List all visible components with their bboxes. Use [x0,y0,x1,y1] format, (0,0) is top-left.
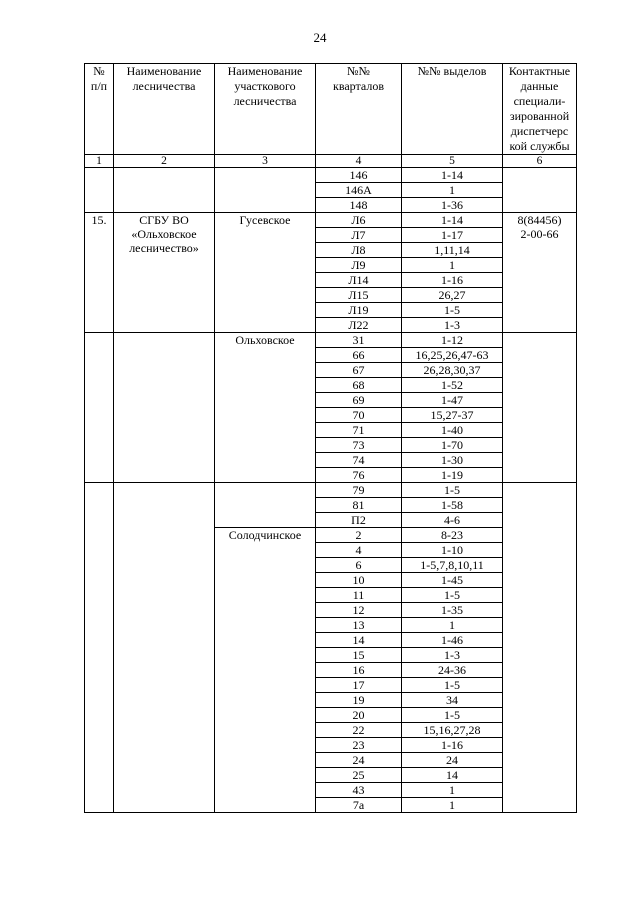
forestry-name-cell [114,483,215,813]
quarter-cell: 22 [316,723,402,738]
allotment-cell: 1,11,14 [402,243,503,258]
quarter-cell: 13 [316,618,402,633]
district-name-cell: Гусевское [215,213,316,333]
quarter-cell: 146 [316,168,402,183]
table-row [85,333,577,348]
allotment-cell: 1-40 [402,423,503,438]
row-number-cell [85,333,114,483]
quarter-cell: 67 [316,363,402,378]
allotment-cell: 1-5 [402,678,503,693]
header-cell: № п/п [85,64,114,155]
allotment-cell: 1-35 [402,603,503,618]
table-body [85,168,577,813]
quarter-cell: 73 [316,438,402,453]
quarter-cell: 148 [316,198,402,213]
table-row [85,168,577,183]
allotment-cell: 1-45 [402,573,503,588]
column-number-cell: 2 [114,155,215,168]
district-name-cell [215,168,316,213]
quarter-cell: 76 [316,468,402,483]
allotment-cell: 1-5 [402,708,503,723]
allotment-cell: 1-16 [402,273,503,288]
allotment-cell: 4-6 [402,513,503,528]
quarter-cell: 71 [316,423,402,438]
quarter-cell: Л22 [316,318,402,333]
allotment-cell: 1-5,7,8,10,11 [402,558,503,573]
forestry-name-cell [114,333,215,483]
district-name-cell: Ольховское [215,333,316,483]
column-number-row [85,155,577,168]
allotment-cell: 15,16,27,28 [402,723,503,738]
quarter-cell: П2 [316,513,402,528]
quarter-cell: 15 [316,648,402,663]
allotment-cell: 1-5 [402,303,503,318]
quarter-cell: Л15 [316,288,402,303]
quarter-cell: 23 [316,738,402,753]
quarter-cell: 4 [316,543,402,558]
quarter-cell: Л7 [316,228,402,243]
allotment-cell: 1-12 [402,333,503,348]
quarter-cell: 2 [316,528,402,543]
allotment-cell: 1 [402,258,503,273]
quarter-cell: 66 [316,348,402,363]
allotment-cell: 1-19 [402,468,503,483]
header-cell: №№ кварталов [316,64,402,155]
quarter-cell: 14 [316,633,402,648]
allotment-cell: 26,27 [402,288,503,303]
quarter-cell: 31 [316,333,402,348]
allotment-cell: 1-5 [402,588,503,603]
allotment-cell: 26,28,30,37 [402,363,503,378]
forestry-table [84,63,577,813]
quarter-cell: Л6 [316,213,402,228]
quarter-cell: 17 [316,678,402,693]
allotment-cell: 8-23 [402,528,503,543]
allotment-cell: 1 [402,183,503,198]
district-name-cell: Солодчинское [215,528,316,813]
quarter-cell: 7а [316,798,402,813]
allotment-cell: 16,25,26,47-63 [402,348,503,363]
quarter-cell: 10 [316,573,402,588]
allotment-cell: 1-5 [402,483,503,498]
allotment-cell: 1-16 [402,738,503,753]
quarter-cell: 79 [316,483,402,498]
allotment-cell: 1 [402,783,503,798]
quarter-cell: 20 [316,708,402,723]
allotment-cell: 1-58 [402,498,503,513]
header-row [85,64,577,155]
district-name-cell [215,483,316,528]
quarter-cell: 11 [316,588,402,603]
quarter-cell: 74 [316,453,402,468]
allotment-cell: 1-47 [402,393,503,408]
quarter-cell: 16 [316,663,402,678]
allotment-cell: 15,27-37 [402,408,503,423]
allotment-cell: 1-3 [402,318,503,333]
quarter-cell: Л14 [316,273,402,288]
quarter-cell: 6 [316,558,402,573]
forestry-name-cell [114,168,215,213]
contact-cell [503,333,577,483]
column-number-cell: 4 [316,155,402,168]
allotment-cell: 1-46 [402,633,503,648]
header-cell: Контактные данные специали- зированной диспетчерс кой службы [503,64,577,155]
contact-cell [503,168,577,213]
allotment-cell: 1-10 [402,543,503,558]
quarter-cell: 43 [316,783,402,798]
quarter-cell: Л9 [316,258,402,273]
header-cell: №№ выделов [402,64,503,155]
quarter-cell: 68 [316,378,402,393]
column-number-cell: 6 [503,155,577,168]
quarter-cell: Л8 [316,243,402,258]
quarter-cell: 19 [316,693,402,708]
row-number-cell [85,483,114,813]
allotment-cell: 1-70 [402,438,503,453]
quarter-cell: 69 [316,393,402,408]
allotment-cell: 14 [402,768,503,783]
row-number-cell [85,168,114,213]
column-number-cell: 5 [402,155,503,168]
forestry-name-cell: СГБУ ВО «Ольховское лесничество» [114,213,215,333]
contact-cell [503,483,577,813]
allotment-cell: 1 [402,798,503,813]
allotment-cell: 24 [402,753,503,768]
contact-cell: 8(84456) 2-00-66 [503,213,577,333]
table-row [85,213,577,228]
quarter-cell: 12 [316,603,402,618]
page-number: 24 [313,30,327,45]
quarter-cell: 146А [316,183,402,198]
column-number-cell: 3 [215,155,316,168]
allotment-cell: 34 [402,693,503,708]
allotment-cell: 1-17 [402,228,503,243]
quarter-cell: 24 [316,753,402,768]
allotment-cell: 1-36 [402,198,503,213]
allotment-cell: 1 [402,618,503,633]
quarter-cell: Л19 [316,303,402,318]
header-cell: Наименование лесничества [114,64,215,155]
quarter-cell: 25 [316,768,402,783]
allotment-cell: 1-3 [402,648,503,663]
allotment-cell: 1-14 [402,213,503,228]
row-number-cell: 15. [85,213,114,333]
column-number-cell: 1 [85,155,114,168]
table-row [85,483,577,498]
allotment-cell: 1-30 [402,453,503,468]
quarter-cell: 81 [316,498,402,513]
header-cell: Наименование участкового лесничества [215,64,316,155]
allotment-cell: 24-36 [402,663,503,678]
quarter-cell: 70 [316,408,402,423]
allotment-cell: 1-52 [402,378,503,393]
allotment-cell: 1-14 [402,168,503,183]
